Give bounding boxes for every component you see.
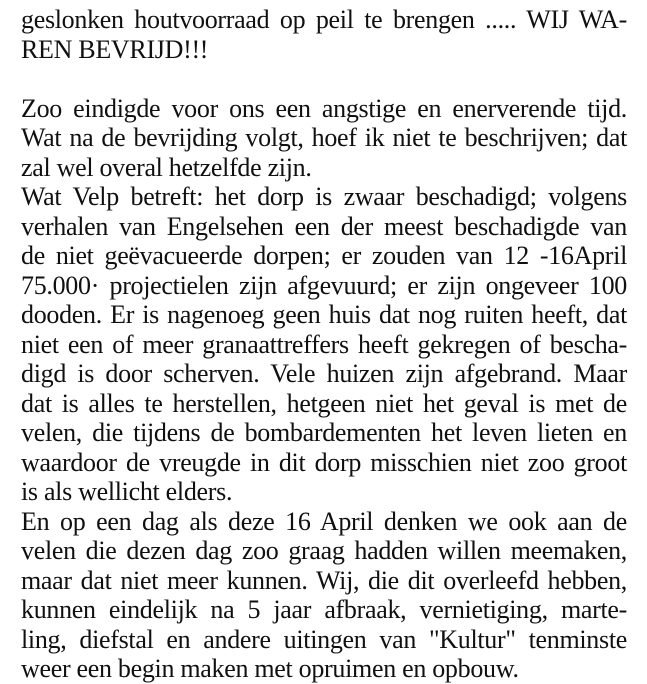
text-line: En op een dag als deze 16 April denken we ook aan de [21,506,627,536]
text-line: velen, die tijdens de bombardementen het leven lieten en [21,418,627,447]
text-line: geslonken houtvoorraad op peil te brengen ..... WIJ WA- [21,5,627,34]
text-line: kunnen eindelijk na 5 jaar afbraak, vernietiging, marte- [21,595,627,624]
text-line: verhalen van Engelsehen een der meest beschadigde van [21,211,627,241]
text-line: de niet geëvacueerde dorpen; er zouden van 12 -16April [21,241,627,270]
text-line: REN BEVRIJD!!! [21,34,209,64]
text-line: niet een of meer granaattreffers heeft gekregen of bescha- [21,329,627,359]
text-line: Wat na de bevrijding volgt, hoef ik niet te beschrijven; dat [21,123,627,152]
text-line: velen die dezen dag zoo graag hadden willen meemaken, [21,536,627,565]
text-line: digd is door scherven. Vele huizen zijn afgebrand. Maar [21,359,627,388]
text-line: waardoor de vreugde in dit dorp misschien niet zoo groot [21,447,627,477]
text-line: weer een begin maken met opruimen en opbouw. [21,654,519,683]
text-line: zal wel overal hetzelfde zijn. [21,152,312,182]
text-line: ling, diefstal en andere uitingen van "Kultur" tenminste [21,624,627,654]
paragraph-break [21,64,627,94]
text-line: maar dat niet meer kunnen. Wij, die dit overleefd hebben, [21,565,627,595]
text-line: Zoo eindigde voor ons een angstige en enerverende tijd. [21,93,627,123]
text-line: Wat Velp betreft: het dorp is zwaar beschadigd; volgens [21,182,627,211]
text-line: dooden. Er is nagenoeg geen huis dat nog ruiten heeft, dat [21,300,627,329]
text-line: is als wellicht elders. [21,477,233,506]
text-line: 75.000· projectielen zijn afgevuurd; er zijn ongeveer 100 [21,270,627,300]
text-line: dat is alles te herstellen, hetgeen niet het geval is met de [21,388,627,418]
